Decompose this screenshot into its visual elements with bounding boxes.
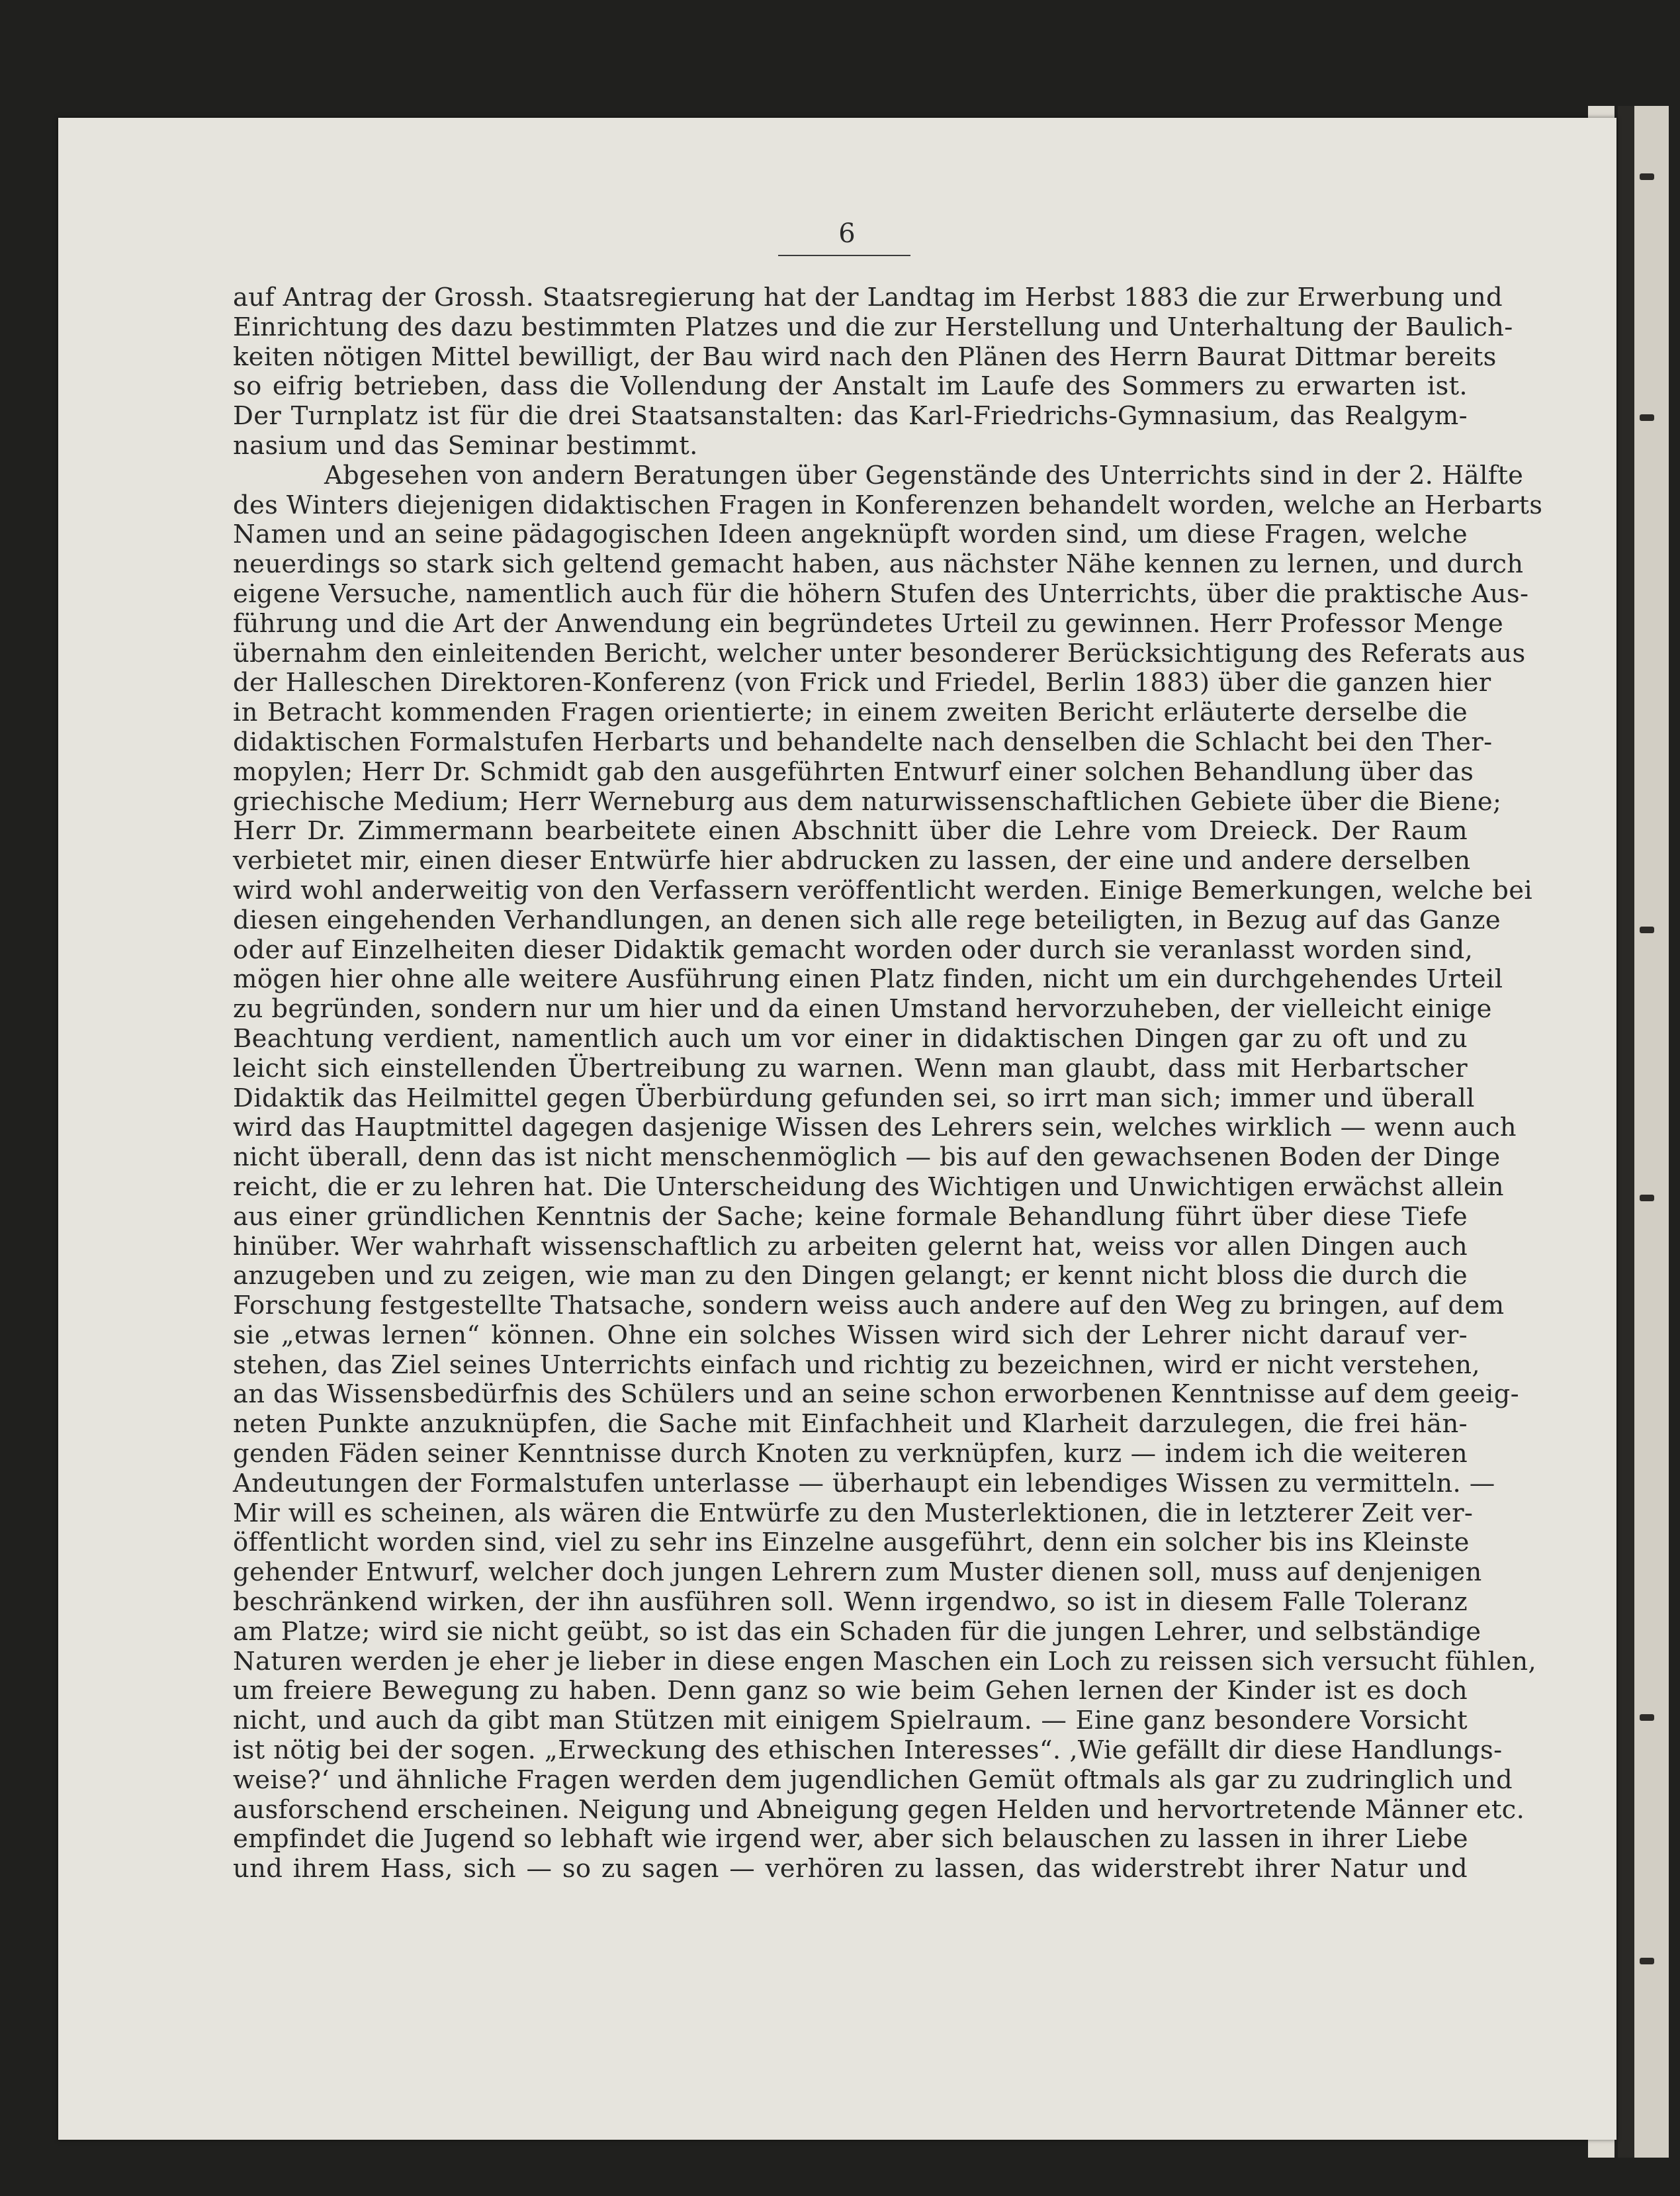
text-line: auf Antrag der Grossh. Staatsregierung hat der Landtag im Herbst 1883 die zur Erwerbung und — [233, 283, 1503, 312]
binding-thread-mark — [1640, 927, 1654, 933]
text-line: genden Fäden seiner Kenntnisse durch Knoten zu verknüpfen, kurz — indem ich die weiteren — [233, 1439, 1468, 1469]
text-line: Naturen werden je eher je lieber in diese engen Maschen ein Loch zu reissen sich versucht fühlen, — [233, 1646, 1537, 1676]
page-number: 6 — [838, 218, 856, 249]
text-line: mögen hier ohne alle weitere Ausführung einen Platz finden, nicht um ein durchgehendes Urteil — [233, 964, 1503, 995]
text-line: keiten nötigen Mittel bewilligt, der Bau wird nach den Plänen des Herrn Baurat Dittmar bereits — [233, 342, 1497, 372]
text-line: ist nötig bei der sogen. „Erweckung des ethischen Interesses“. ‚Wie gefällt dir diese Handlungs- — [233, 1735, 1503, 1766]
text-line: empfindet die Jugend so lebhaft wie irgend wer, aber sich belauschen zu lassen in ihrer Liebe — [233, 1824, 1468, 1854]
text-line: diesen eingehenden Verhandlungen, an denen sich alle rege beteiligten, in Bezug auf das Ganze — [233, 905, 1501, 935]
text-line: mopylen; Herr Dr. Schmidt gab den ausgeführten Entwurf einer solchen Behandlung über das — [233, 756, 1474, 787]
text-line: Forschung festgestellte Thatsache, sondern weiss auch andere auf den Weg zu bringen, auf dem — [233, 1291, 1505, 1321]
text-line: weise?‘ und ähnliche Fragen werden dem jugendlichen Gemüt oftmals als gar zu zudringlich und — [233, 1764, 1513, 1795]
text-line: aus einer gründlichen Kenntnis der Sache; keine formale Behandlung führt über diese Tiefe — [233, 1201, 1468, 1232]
text-line: oder auf Einzelheiten dieser Didaktik gemacht worden oder durch sie veranlasst worden sind, — [233, 935, 1474, 965]
text-line: neuerdings so stark sich geltend gemacht haben, aus nächster Nähe kennen zu lernen, und durch — [233, 549, 1524, 580]
text-line: anzugeben und zu zeigen, wie man zu den Dingen gelangt; er kennt nicht bloss die durch die — [233, 1261, 1468, 1291]
body-text — [233, 283, 1543, 1884]
text-line: Der Turnplatz ist für die drei Staatsanstalten: das Karl-Friedrichs-Gymnasium, das Realgym- — [233, 401, 1468, 432]
text-line: didaktischen Formalstufen Herbarts und behandelte nach denselben die Schlacht bei den Ther- — [233, 727, 1493, 757]
text-line: sie „etwas lernen“ können. Ohne ein solches Wissen wird sich der Lehrer nicht darauf ver- — [233, 1320, 1468, 1350]
text-line: in Betracht kommenden Fragen orientierte; in einem zweiten Bericht erläuterte derselbe die — [233, 698, 1468, 728]
text-line: gehender Entwurf, welcher doch jungen Lehrern zum Muster dienen soll, muss auf denjenigen — [233, 1557, 1482, 1588]
text-line: neten Punkte anzuknüpfen, die Sache mit Einfachheit und Klarheit darzulegen, die frei hän- — [233, 1409, 1468, 1440]
text-line: verbietet mir, einen dieser Entwürfe hier abdrucken zu lassen, der eine und andere derselben — [233, 846, 1471, 876]
text-line: beschränkend wirken, der ihn ausführen soll. Wenn irgendwo, so ist in diesem Falle Toleranz — [233, 1587, 1468, 1618]
text-line: leicht sich einstellenden Übertreibung zu warnen. Wenn man glaubt, dass mit Herbartscher — [233, 1053, 1468, 1083]
text-line: an das Wissensbedürfnis des Schülers und an seine schon erworbenen Kenntnisse auf dem geeig- — [233, 1379, 1519, 1410]
text-line: des Winters diejenigen didaktischen Fragen in Konferenzen behandelt worden, welche an Herbarts — [233, 490, 1543, 520]
text-line: Beachtung verdient, namentlich auch um vor einer in didaktischen Dingen gar zu oft und zu — [233, 1023, 1468, 1054]
text-line: und ihrem Hass, sich — so zu sagen — verhören zu lassen, das widerstrebt ihrer Natur und — [233, 1854, 1468, 1884]
text-line: Herr Dr. Zimmermann bearbeitete einen Abschnitt über die Lehre vom Dreieck. Der Raum — [233, 816, 1468, 846]
text-line: reicht, die er zu lehren hat. Die Unterscheidung des Wichtigen und Unwichtigen erwächst allein — [233, 1171, 1504, 1202]
text-line: führung und die Art der Anwendung ein begründetes Urteil zu gewinnen. Herr Professor Menge — [233, 608, 1504, 639]
text-line: hinüber. Wer wahrhaft wissenschaftlich zu arbeiten gelernt hat, weiss vor allen Dingen auch — [233, 1231, 1468, 1261]
text-line: wird wohl anderweitig von den Verfassern veröffentlicht werden. Einige Bemerkungen, welche bei — [233, 875, 1533, 905]
text-line: griechische Medium; Herr Werneburg aus dem naturwissenschaftlichen Gebiete über die Biene; — [233, 786, 1502, 817]
text-line: Mir will es scheinen, als wären die Entwürfe zu den Musterlektionen, die in letzterer Zeit ver- — [233, 1498, 1474, 1528]
text-line: Einrichtung des dazu bestimmten Platzes und die zur Herstellung und Unterhaltung der Baulich- — [233, 312, 1513, 342]
text-line: öffentlicht worden sind, viel zu sehr ins Einzelne ausgeführt, denn ein solcher bis ins Kleinste — [233, 1528, 1470, 1558]
text-line: Didaktik das Heilmittel gegen Überbürdung gefunden sei, so irrt man sich; immer und überall — [233, 1083, 1475, 1113]
binding-thread-mark — [1640, 1958, 1654, 1964]
binding-thread-mark — [1640, 1195, 1654, 1201]
text-line: zu begründen, sondern nur um hier und da einen Umstand hervorzuheben, der vielleicht einige — [233, 994, 1492, 1025]
text-line: nicht überall, denn das ist nicht menschenmöglich — bis auf den gewachsenen Boden der Dinge — [233, 1142, 1501, 1173]
text-line: ausforschend erscheinen. Neigung und Abneigung gegen Helden und hervortretende Männer etc. — [233, 1794, 1525, 1825]
text-line: nasium und das Seminar bestimmt. — [233, 430, 698, 461]
text-line: Namen und an seine pädagogischen Ideen angeknüpft worden sind, um diese Fragen, welche — [233, 520, 1468, 550]
text-line: übernahm den einleitenden Bericht, welcher unter besonderer Berücksichtigung des Referats aus — [233, 638, 1526, 668]
page-number-rule — [778, 255, 910, 256]
text-line: wird das Hauptmittel dagegen dasjenige Wissen des Lehrers sein, welches wirklich — wenn auch — [233, 1113, 1517, 1143]
next-page-edge — [1634, 106, 1669, 2158]
binding-thread-mark — [1640, 414, 1654, 421]
text-line: stehen, das Ziel seines Unterrichts einfach und richtig zu bezeichnen, wird er nicht verstehen, — [233, 1350, 1480, 1380]
text-line: der Halleschen Direktoren-Konferenz (von Frick und Friedel, Berlin 1883) über die ganzen hier — [233, 668, 1491, 698]
text-line: eigene Versuche, namentlich auch für die höhern Stufen des Unterrichts, über die praktische Aus- — [233, 578, 1529, 609]
binding-thread-mark — [1640, 1714, 1654, 1721]
text-line: Andeutungen der Formalstufen unterlasse — überhaupt ein lebendiges Wissen zu vermitteln. — — [233, 1468, 1495, 1498]
text-line: Abgesehen von andern Beratungen über Gegenstände des Unterrichts sind in der 2. Hälfte — [324, 460, 1524, 490]
text-line: so eifrig betrieben, dass die Vollendung der Anstalt im Laufe des Sommers zu erwarten ist. — [233, 371, 1468, 402]
binding-gap — [1618, 106, 1634, 2158]
binding-thread-mark — [1640, 173, 1654, 180]
text-line: um freiere Bewegung zu haben. Denn ganz so wie beim Gehen lernen der Kinder ist es doch — [233, 1676, 1468, 1706]
text-line: nicht, und auch da gibt man Stützen mit einigem Spielraum. — Eine ganz besondere Vorsicht — [233, 1706, 1468, 1736]
text-line: am Platze; wird sie nicht geübt, so ist das ein Schaden für die jungen Lehrer, und selbständige — [233, 1616, 1481, 1647]
